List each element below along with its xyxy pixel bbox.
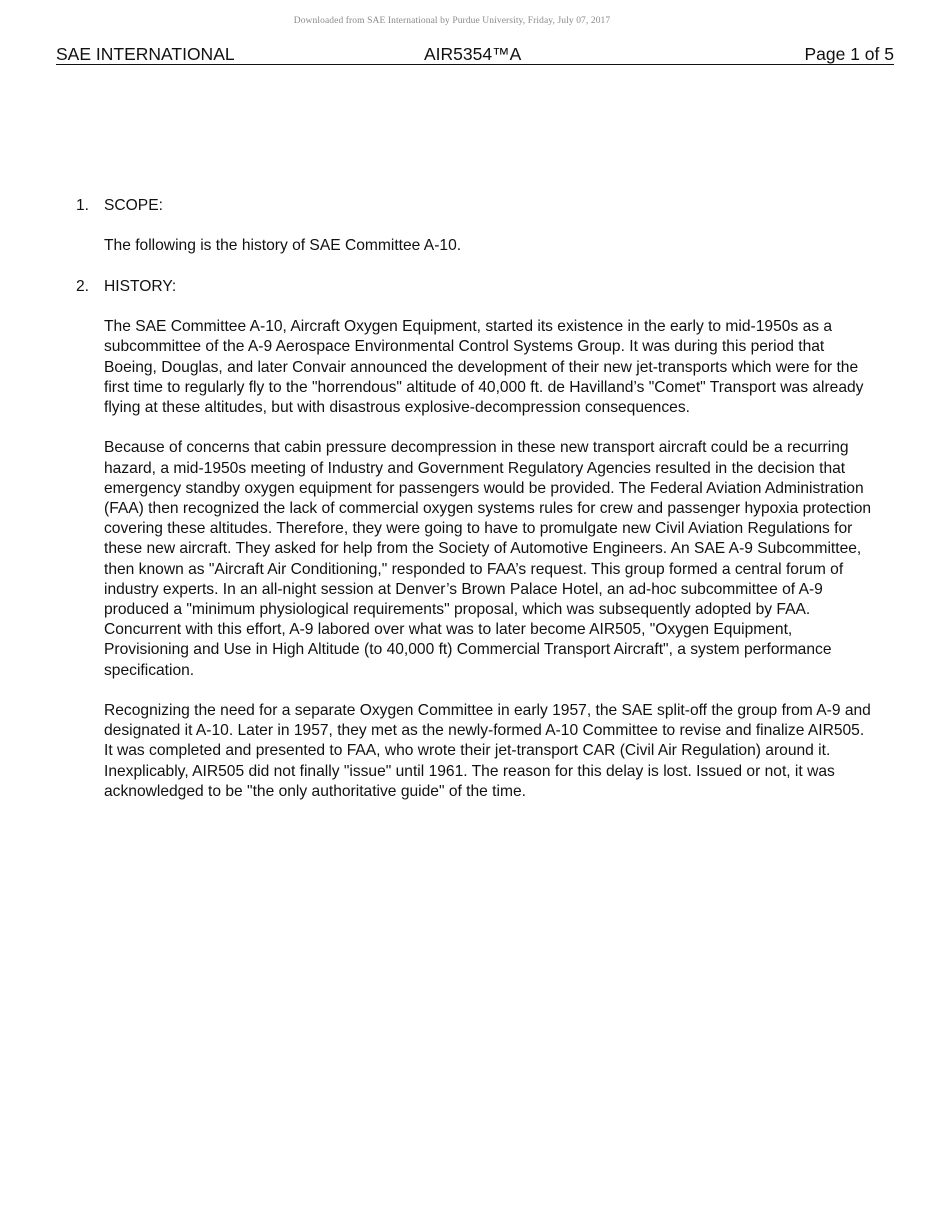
history-paragraph: The SAE Committee A-10, Aircraft Oxygen Equipment, started its existence in the early to mid-1950s as a subcommittee of the A-9 Aerospace Environmental Control Systems Group. It was during this period that Boeing, Douglas, and later Convair announced the development of their new jet-transports which were for the first time to regularly fly to the "horrendous" altitude of 40,000 ft. de Havilland’s "Comet" Transport was already flying at these altitudes, but with disastrous explosive-decompression consequences. [104, 318, 864, 416]
section-heading-history [76, 277, 876, 297]
history-paragraph: Recognizing the need for a separate Oxygen Committee in early 1957, the SAE split-off the group from A-9 and designated it A-10. Later in 1957, they met as the newly-formed A-10 Committee to revise and finalize AIR505. It was completed and presented to FAA, who wrote their jet-transport CAR (Civil Air Regulation) around it. Inexplicably, AIR505 did not finally "issue" until 1961. The reason for this delay is lost. Issued or not, it was acknowledged to be "the only authoritative guide" of the time. [104, 701, 871, 800]
page-header [56, 44, 894, 65]
section-number: 1. [76, 197, 90, 214]
page-number: Page 1 of 5 [804, 44, 894, 64]
history-paragraph: Because of concerns that cabin pressure decompression in these new transport aircraft could be a recurring hazard, a mid-1950s meeting of Industry and Government Regulatory Agencies resulted in the decision that emergency standby oxygen equipment for passengers would be provided. The Federal Aviation Administration (FAA) then recognized the lack of commercial oxygen systems rules for crew and passenger hypoxia protection covering these altitudes. Therefore, they were going to have to promulgate new Civil Aviation Regulations for these new aircraft. They asked for help from the Society of Automotive Engineers. An SAE A-9 Subcommittee, then known as "Aircraft Air Conditioning," responded to FAA’s request. This group formed a central forum of industry experts. In an all-night session at Denver’s Brown Palace Hotel, an ad-hoc subcommittee of A-9 produced a "minimum physiological requirements" proposal, which was subsequently adopted by FAA. Concurrent with this effort, A-9 labored over what was to later become AIR505, "Oxygen Equipment, Provisioning and Use in High Altitude (to 40,000 ft) Commercial Transport Aircraft", a system performance specification. [104, 439, 872, 679]
publisher-name: SAE INTERNATIONAL [56, 44, 235, 64]
section-title: HISTORY: [104, 277, 177, 295]
section-title: SCOPE: [104, 197, 163, 214]
section-number: 2. [76, 277, 90, 295]
document-number: AIR5354™A [424, 44, 522, 64]
download-watermark: Downloaded from SAE International by Purdue University, Friday, July 07, 2017 [293, 16, 611, 26]
section-heading-scope [76, 196, 876, 216]
scope-paragraph: The following is the history of SAE Committee A-10. [104, 237, 462, 255]
document-body [76, 196, 876, 802]
